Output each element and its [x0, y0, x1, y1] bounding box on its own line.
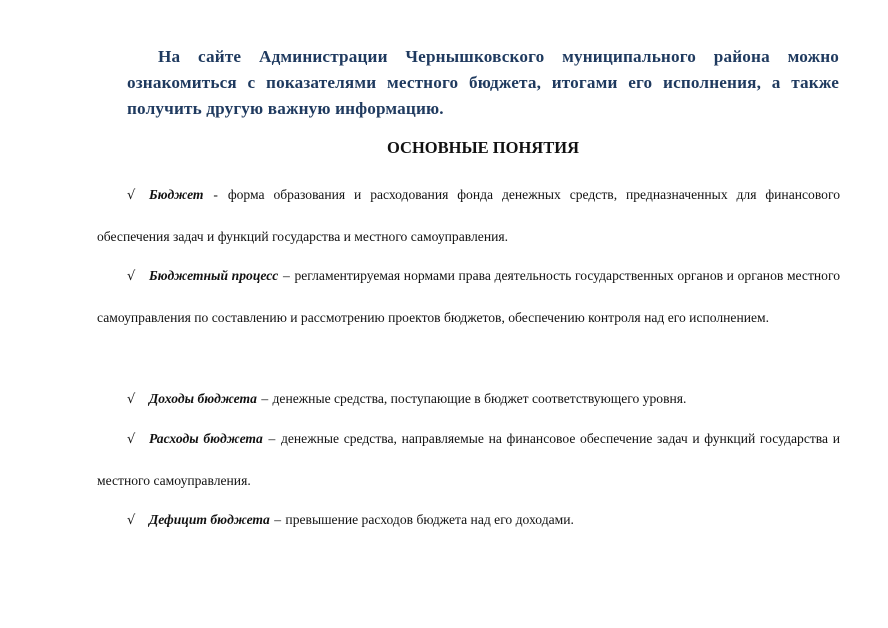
- term-name: Бюджетный процесс: [149, 268, 279, 283]
- term-dash: -: [213, 187, 218, 202]
- term-name: Доходы бюджета: [149, 391, 257, 406]
- term-definition: денежные средства, направляемые на финансовое обеспечение задач и функций государства и местного самоуправления.: [97, 431, 841, 488]
- term-dash: –: [268, 431, 276, 446]
- term-item-budget-deficit: [97, 499, 840, 541]
- checkmark-icon: √: [127, 432, 136, 447]
- section-heading: ОСНОВНЫЕ ПОНЯТИЯ: [387, 138, 579, 157]
- checkmark-icon: √: [127, 392, 136, 407]
- term-name: Бюджет: [149, 187, 204, 202]
- term-name: Дефицит бюджета: [149, 512, 270, 527]
- term-item-budget-expenses: [97, 418, 840, 501]
- term-item-budget-revenue: [97, 378, 840, 420]
- term-item-budget: [97, 174, 840, 257]
- checkmark-icon: √: [127, 513, 136, 528]
- checkmark-icon: √: [127, 188, 136, 203]
- term-item-budget-process: [97, 255, 840, 338]
- term-definition: регламентируемая нормами права деятельность государственных органов и органов местного самоуправления по составлению и рассмотрению проектов бюджетов, обеспечению контроля над его исполнением.: [97, 268, 840, 325]
- term-definition: превышение расходов бюджета над его доходами.: [285, 512, 574, 527]
- term-name: Расходы бюджета: [149, 431, 263, 446]
- term-definition: денежные средства, поступающие в бюджет соответствующего уровня.: [272, 391, 687, 406]
- term-dash: –: [282, 268, 290, 283]
- intro-paragraph: На сайте Администрации Чернышковского муниципального района можно ознакомиться с показателями местного бюджета, итогами его исполнения, а также получить другую важную информацию.: [127, 47, 839, 118]
- term-dash: –: [261, 391, 269, 406]
- term-dash: –: [274, 512, 282, 527]
- term-definition: форма образования и расходования фонда денежных средств, предназначенных для финансового обеспечения задач и функций государства и местного самоуправления.: [97, 187, 840, 244]
- checkmark-icon: √: [127, 269, 136, 284]
